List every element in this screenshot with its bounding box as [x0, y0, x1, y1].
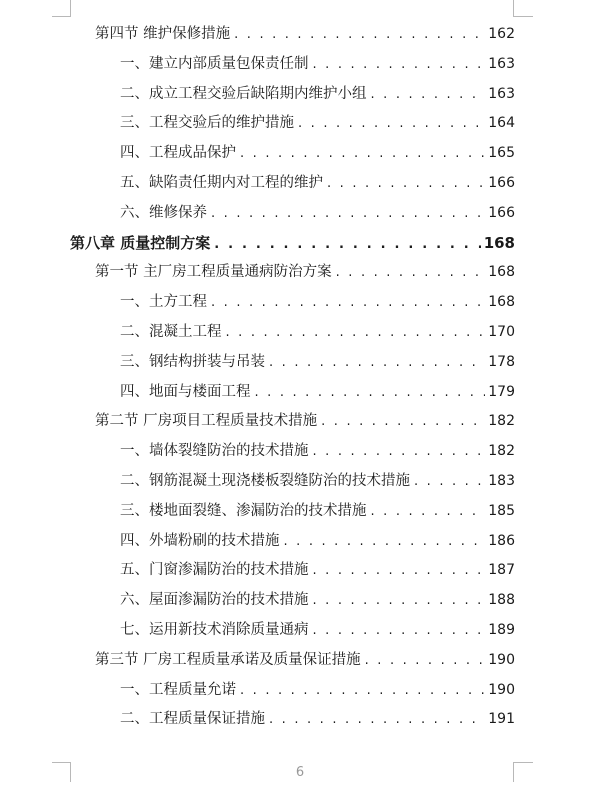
toc-entry[interactable]: [120, 588, 515, 612]
toc-entry-title: 一、墙体裂缝防治的技术措施: [120, 443, 309, 460]
dot-leader: [298, 112, 485, 136]
toc-entry-page: 191: [488, 711, 515, 728]
toc-entry-page: 178: [488, 353, 515, 370]
toc-section-entry[interactable]: [95, 22, 515, 46]
toc-entry[interactable]: [120, 201, 515, 225]
toc-entry-page: 190: [488, 681, 515, 698]
toc-entry-title: 四、工程成品保护: [120, 145, 236, 162]
dot-leader: [414, 470, 485, 494]
crop-mark-top-right: [513, 16, 533, 17]
dot-leader: [313, 619, 486, 643]
toc-entry[interactable]: [120, 350, 515, 374]
toc-entry-page: 166: [488, 204, 515, 221]
dot-leader: [234, 23, 485, 47]
toc-entry-page: 182: [488, 443, 515, 460]
toc-entry-page: 168: [488, 264, 515, 281]
toc-entry-title: 第二节 厂房项目工程质量技术措施: [95, 413, 318, 430]
toc-entry[interactable]: [120, 529, 515, 553]
toc-entry[interactable]: [120, 618, 515, 642]
toc-entry-page: 183: [488, 473, 515, 489]
page-number: 6: [295, 765, 305, 780]
dot-leader: [211, 202, 485, 226]
toc-entry-page: 163: [488, 55, 515, 72]
crop-mark-bottom-left: [52, 762, 71, 763]
toc-entry-page: 188: [488, 592, 515, 609]
toc-entry-title: 三、工程交验后的维护措施: [120, 115, 294, 132]
toc-entry-page: 163: [488, 85, 515, 102]
toc-entry-page: 166: [488, 175, 515, 191]
toc-entry-page: 190: [488, 651, 515, 668]
dot-leader: [269, 351, 485, 375]
toc-entry-title: 第八章 质量控制方案: [70, 233, 211, 252]
toc-entry[interactable]: [120, 52, 515, 76]
dot-leader: [269, 708, 485, 732]
toc-entry-title: 一、工程质量允诺: [120, 681, 236, 698]
toc-section-entry[interactable]: [95, 648, 515, 672]
toc-entry-page: 189: [488, 622, 515, 638]
toc-entry-page: 179: [488, 383, 515, 400]
dot-leader: [255, 381, 486, 405]
toc-entry[interactable]: [120, 111, 515, 135]
dot-leader: [313, 589, 486, 613]
toc-entry-page: 168: [483, 233, 515, 252]
crop-mark-top-left: [70, 0, 71, 17]
toc-entry[interactable]: [120, 558, 515, 582]
toc-entry[interactable]: [120, 707, 515, 731]
dot-leader: [240, 679, 485, 703]
dot-leader: [211, 291, 485, 315]
toc-entry-title: 二、混凝土工程: [120, 324, 222, 340]
toc-entry[interactable]: [120, 499, 515, 523]
dot-leader: [371, 500, 486, 524]
dot-leader: [321, 410, 485, 434]
toc-entry-page: 182: [488, 413, 515, 430]
toc-entry-title: 五、缺陷责任期内对工程的维护: [120, 175, 323, 191]
toc-entry[interactable]: [120, 290, 515, 314]
toc-entry-title: 六、屋面渗漏防治的技术措施: [120, 592, 309, 609]
toc-entry-page: 186: [488, 532, 515, 549]
toc-entry-title: 二、工程质量保证措施: [120, 711, 265, 728]
toc-entry[interactable]: [120, 171, 515, 195]
toc-section-entry[interactable]: [95, 260, 515, 284]
toc-entry-page: 170: [488, 324, 515, 340]
toc-entry-title: 二、成立工程交验后缺陷期内维护小组: [120, 85, 367, 102]
toc-section-entry[interactable]: [95, 409, 515, 433]
toc-entry-title: 六、维修保养: [120, 204, 207, 221]
dot-leader: [327, 172, 485, 196]
dot-leader: [240, 142, 485, 166]
toc-entry[interactable]: [120, 469, 515, 493]
toc-entry-page: 185: [488, 502, 515, 519]
toc-entry-title: 一、建立内部质量包保责任制: [120, 55, 309, 72]
toc-entry-page: 165: [488, 145, 515, 162]
toc-entry[interactable]: [120, 82, 515, 106]
toc-entry-title: 二、钢筋混凝土现浇楼板裂缝防治的技术措施: [120, 473, 410, 489]
toc-entry-title: 三、钢结构拼装与吊装: [120, 353, 265, 370]
dot-leader: [336, 261, 486, 285]
toc-entry-title: 七、运用新技术消除质量通病: [120, 622, 309, 638]
toc-chapter-entry[interactable]: [70, 231, 515, 255]
toc-entry-title: 一、土方工程: [120, 294, 207, 311]
toc-entry-title: 第四节 维护保修措施: [95, 26, 231, 42]
dot-leader: [313, 440, 486, 464]
toc-entry[interactable]: [120, 141, 515, 165]
dot-leader: [313, 53, 486, 77]
toc-entry-title: 第三节 厂房工程质量承诺及质量保证措施: [95, 651, 361, 668]
toc-entry-page: 168: [488, 294, 515, 311]
dot-leader: [365, 649, 486, 673]
toc-entry-title: 五、门窗渗漏防治的技术措施: [120, 562, 309, 579]
dot-leader: [214, 233, 480, 257]
dot-leader: [371, 83, 486, 107]
crop-mark-bottom-right: [513, 762, 533, 763]
dot-leader: [313, 559, 486, 583]
crop-mark-top-left: [52, 16, 71, 17]
toc-entry[interactable]: [120, 439, 515, 463]
toc-entry[interactable]: [120, 320, 515, 344]
toc-entry-title: 四、外墙粉刷的技术措施: [120, 532, 280, 549]
crop-mark-top-right: [513, 0, 514, 17]
toc-entry-title: 第一节 主厂房工程质量通病防治方案: [95, 264, 332, 281]
dot-leader: [284, 530, 486, 554]
toc-entry-title: 四、地面与楼面工程: [120, 383, 251, 400]
toc-entry-page: 187: [488, 562, 515, 579]
toc-entry[interactable]: [120, 678, 515, 702]
dot-leader: [226, 321, 486, 345]
toc-entry-page: 164: [488, 115, 515, 132]
toc-entry-title: 三、楼地面裂缝、渗漏防治的技术措施: [120, 502, 367, 519]
toc-entry-page: 162: [488, 26, 515, 42]
toc-entry[interactable]: [120, 380, 515, 404]
